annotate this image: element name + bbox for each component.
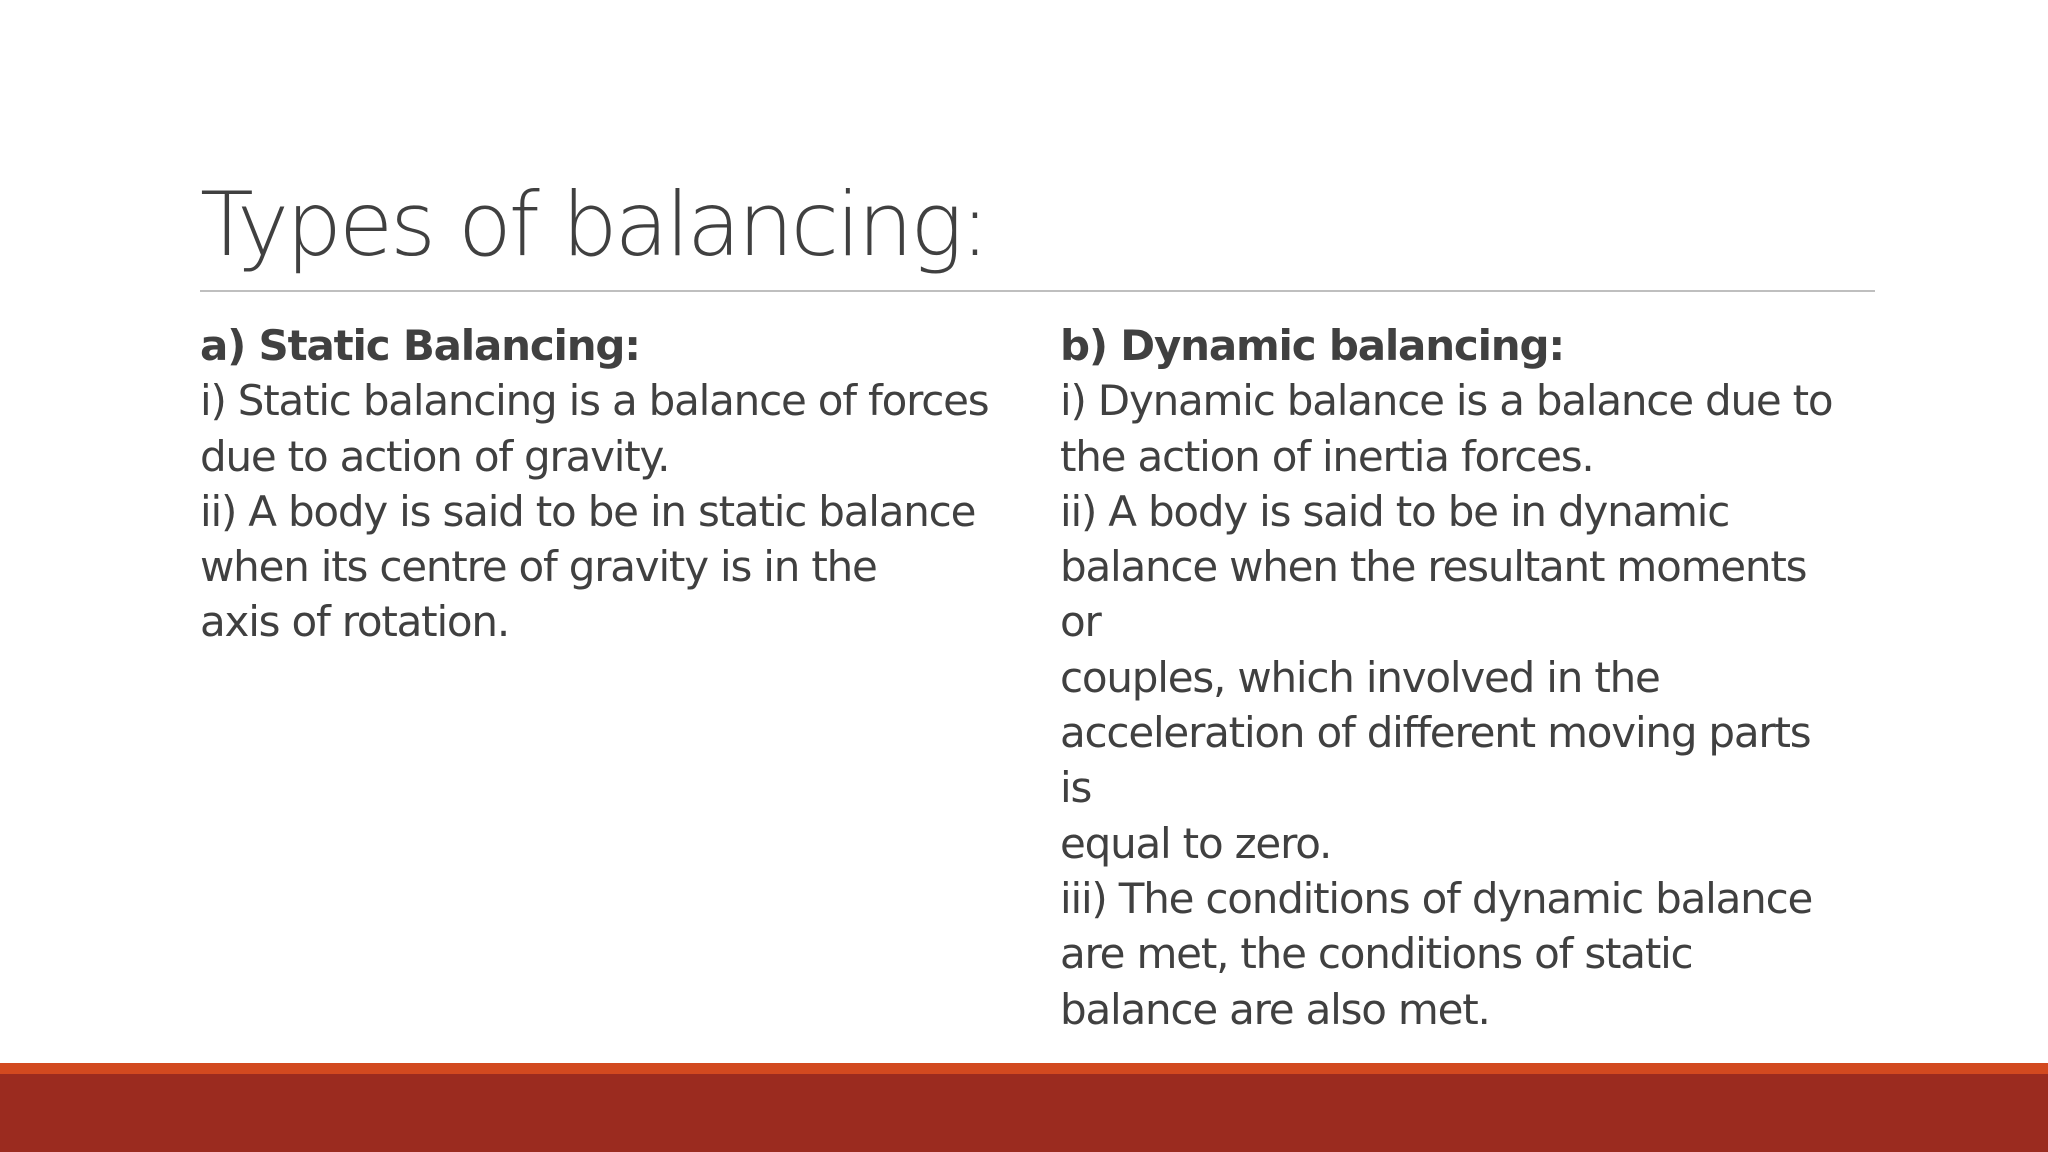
right-text-line: ii) A body is said to be in dynamic <box>1060 486 1730 536</box>
title-divider <box>200 290 1875 292</box>
slide-title: Types of balancing: <box>200 173 987 276</box>
footer-accent-stripe <box>0 1063 2048 1074</box>
right-text-line: are met, the conditions of static <box>1060 929 1693 979</box>
dynamic-balancing-heading: b) Dynamic balancing: <box>1060 321 1564 370</box>
right-text-line: balance are also met. <box>1060 984 1490 1034</box>
left-text-line: i) Static balancing is a balance of forces <box>200 376 989 426</box>
right-text-line: equal to zero. <box>1060 818 1332 868</box>
right-text-line: couples, which involved in the <box>1060 652 1660 702</box>
left-text-line: due to action of gravity. <box>200 431 670 481</box>
right-text-line: or <box>1060 597 1101 647</box>
right-text-line: is <box>1060 763 1092 813</box>
left-column <box>200 318 1030 650</box>
static-balancing-heading: a) Static Balancing: <box>200 321 640 370</box>
right-text-line: balance when the resultant moments <box>1060 542 1807 592</box>
right-column <box>1060 318 1880 1037</box>
right-text-line: iii) The conditions of dynamic balance <box>1060 873 1813 923</box>
right-text-line: i) Dynamic balance is a balance due to <box>1060 376 1833 426</box>
right-text-line: acceleration of different moving parts <box>1060 708 1811 758</box>
left-text-line: axis of rotation. <box>200 597 509 647</box>
right-text-line: the action of inertia forces. <box>1060 431 1594 481</box>
left-text-line: ii) A body is said to be in static balance <box>200 486 976 536</box>
left-text-line: when its centre of gravity is in the <box>200 542 877 592</box>
footer-bar <box>0 1074 2048 1152</box>
